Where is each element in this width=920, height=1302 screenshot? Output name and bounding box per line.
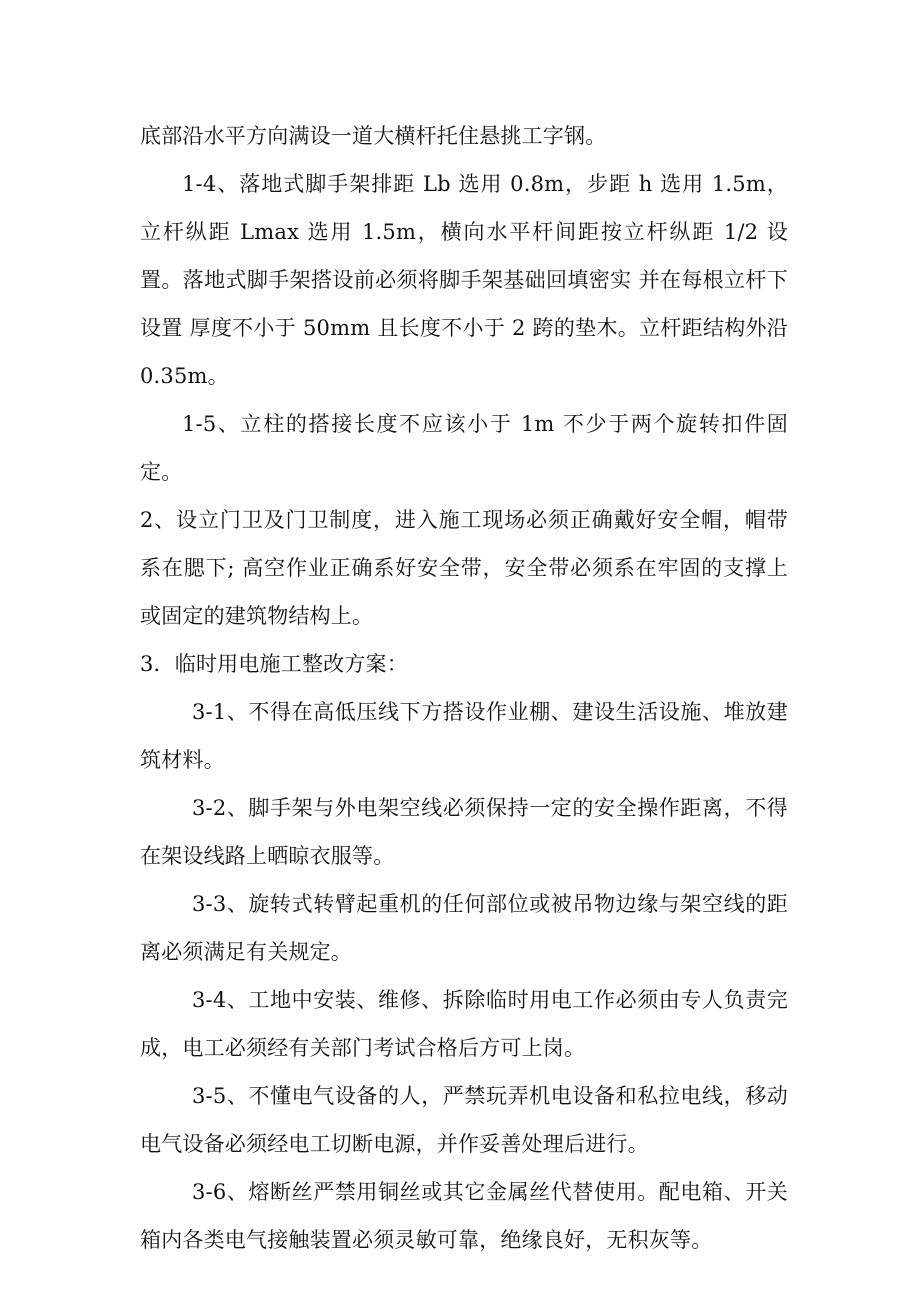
paragraph-3-5: 3-5、不懂电气设备的人，严禁玩弄机电设备和私拉电线，移动电气设备必须经电工切断电源，并作妥善处理后进行。 <box>140 1084 788 1156</box>
document-body <box>140 112 788 1264</box>
paragraph-3-2: 3-2、脚手架与外电架空线必须保持一定的安全操作距离，不得在架设线路上晒晾衣服等。 <box>140 796 788 868</box>
paragraph-continuation: 底部沿水平方向满设一道大横杆托住悬挑工字钢。 <box>140 124 607 148</box>
paragraph-3-4: 3-4、工地中安装、维修、拆除临时用电工作必须由专人负责完成，电工必须经有关部门考试合格后方可上岗。 <box>140 988 788 1060</box>
paragraph-1-4: 1-4、落地式脚手架排距 Lb 选用 0.8m，步距 h 选用 1.5m，立杆纵距 Lmax 选用 1.5m，横向水平杆间距按立杆纵距 1/2 设置。落地式脚手架搭设前必须将脚手架基础回填密实 并在每根立杆下设置 厚度不小于 50mm 且长度不小于 2 跨的垫木。立杆距结构外沿 0.35m。 <box>140 172 788 388</box>
paragraph-1-5: 1-5、立柱的搭接长度不应该小于 1m 不少于两个旋转扣件固定。 <box>140 412 788 484</box>
paragraph-3-3: 3-3、旋转式转臂起重机的任何部位或被吊物边缘与架空线的距离必须满足有关规定。 <box>140 892 788 964</box>
paragraph-3-6: 3-6、熔断丝严禁用铜丝或其它金属丝代替使用。配电箱、开关箱内各类电气接触装置必须灵敏可靠，绝缘良好，无积灰等。 <box>140 1180 788 1252</box>
paragraph-2: 2、设立门卫及门卫制度，进入施工现场必须正确戴好安全帽，帽带系在腮下; 高空作业正确系好安全带，安全带必须系在牢固的支撑上或固定的建筑物结构上。 <box>140 508 788 628</box>
paragraph-3-1: 3-1、不得在高低压线下方搭设作业棚、建设生活设施、堆放建筑材料。 <box>140 700 788 772</box>
section-heading-3: 3．临时用电施工整改方案： <box>140 652 408 676</box>
